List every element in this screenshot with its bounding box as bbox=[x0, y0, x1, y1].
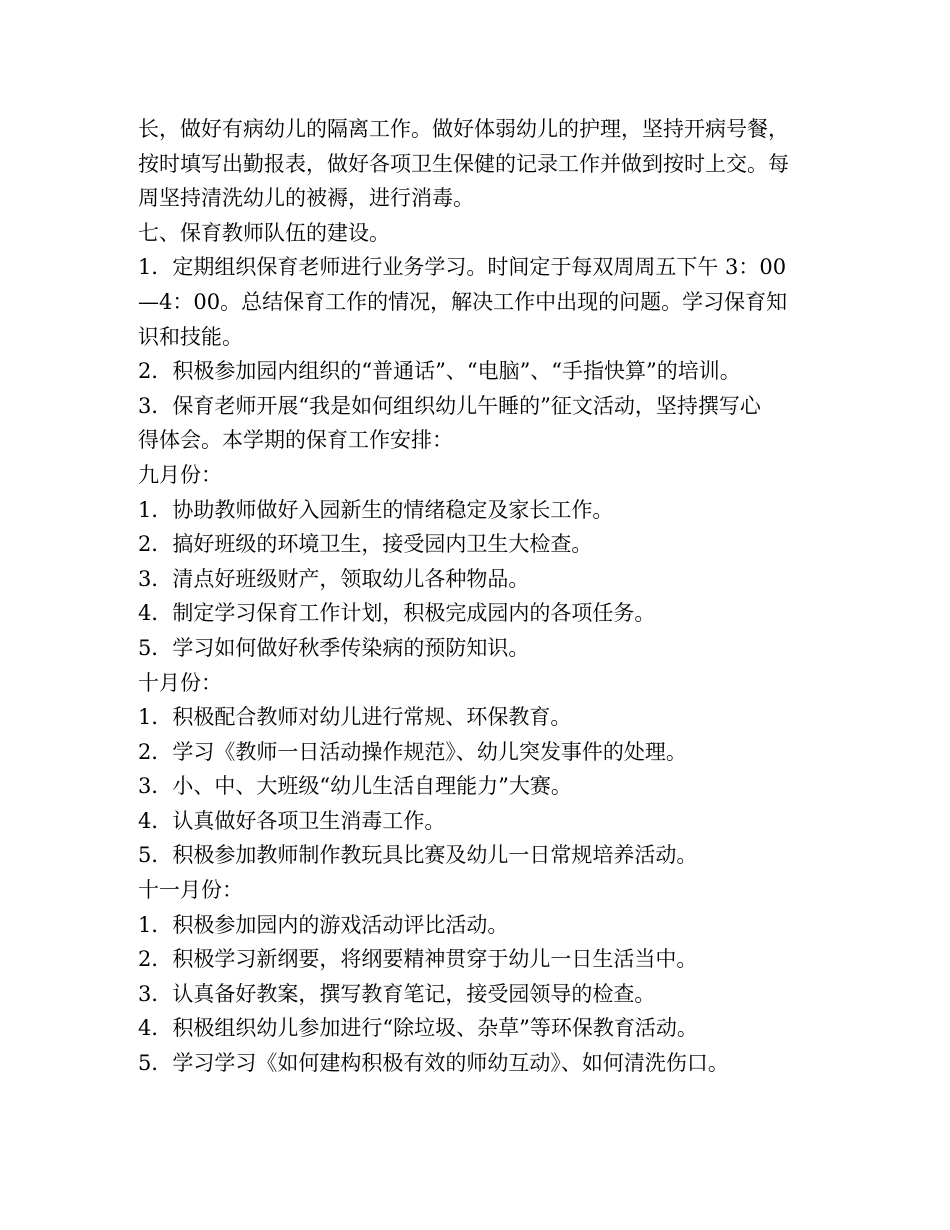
text-line: 3．保育老师开展“我是如何组织幼儿午睡的”征文活动，坚持撰写心 bbox=[138, 393, 761, 418]
list-item: 2．积极学习新纲要，将纲要精神贯穿于幼儿一日生活当中。 bbox=[138, 947, 698, 972]
list-item: 5．积极参加教师制作教玩具比赛及幼儿一日常规培养活动。 bbox=[138, 843, 698, 868]
month-heading: 十一月份： bbox=[138, 878, 243, 903]
list-item: 1．积极配合教师对幼儿进行常规、环保教育。 bbox=[138, 705, 572, 730]
list-item: 2．搞好班级的环境卫生，接受园内卫生大检查。 bbox=[138, 532, 593, 557]
text-line: 得体会。本学期的保育工作安排： bbox=[138, 428, 453, 453]
text-line: 2．积极参加园内组织的“普通话”、“电脑”、“手指快算”的培训。 bbox=[138, 359, 741, 384]
list-item: 3．清点好班级财产，领取幼儿各种物品。 bbox=[138, 566, 530, 591]
list-item: 4．认真做好各项卫生消毒工作。 bbox=[138, 808, 446, 833]
month-heading: 十月份： bbox=[138, 670, 222, 695]
list-item: 2．学习《教师一日活动操作规范》、幼儿突发事件的处理。 bbox=[138, 739, 687, 764]
list-item: 5．学习如何做好秋季传染病的预防知识。 bbox=[138, 635, 530, 660]
text-line: 按时填写出勤报表，做好各项卫生保健的记录工作并做到按时上交。每 bbox=[138, 151, 789, 176]
text-line: —4：00。总结保育工作的情况，解决工作中出现的问题。学习保育知 bbox=[138, 289, 788, 314]
section-heading: 七、保育教师队伍的建设。 bbox=[138, 220, 390, 245]
list-item: 1．积极参加园内的游戏活动评比活动。 bbox=[138, 912, 509, 937]
list-item: 3．小、中、大班级“幼儿生活自理能力”大赛。 bbox=[138, 774, 572, 799]
list-item: 5．学习学习《如何建构积极有效的师幼互动》、如何清洗伤口。 bbox=[138, 1051, 729, 1076]
month-heading: 九月份： bbox=[138, 462, 222, 487]
list-item: 4．积极组织幼儿参加进行“除垃圾、杂草”等环保教育活动。 bbox=[138, 1016, 698, 1041]
text-line: 识和技能。 bbox=[138, 324, 243, 349]
list-item: 4．制定学习保育工作计划，积极完成园内的各项任务。 bbox=[138, 601, 656, 626]
list-item: 1．协助教师做好入园新生的情绪稳定及家长工作。 bbox=[138, 497, 614, 522]
document-body bbox=[138, 112, 838, 1081]
text-line: 周坚持清洗幼儿的被褥，进行消毒。 bbox=[138, 186, 474, 211]
text-line: 1．定期组织保育老师进行业务学习。时间定于每双周周五下午 3：00 bbox=[138, 255, 787, 280]
list-item: 3．认真备好教案，撰写教育笔记，接受园领导的检查。 bbox=[138, 981, 656, 1006]
text-line: 长，做好有病幼儿的隔离工作。做好体弱幼儿的护理，坚持开病号餐， bbox=[138, 117, 789, 141]
